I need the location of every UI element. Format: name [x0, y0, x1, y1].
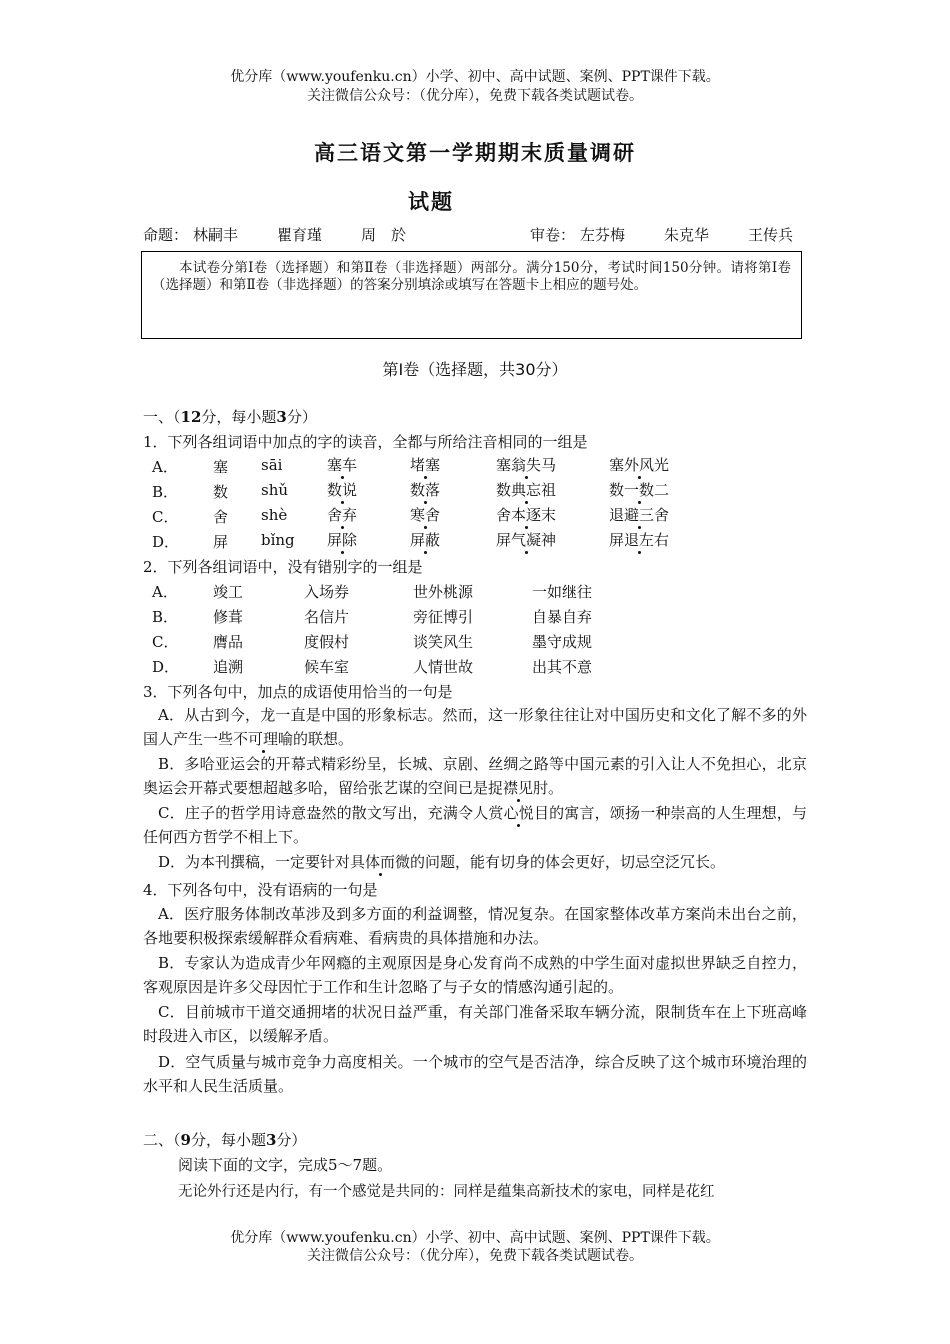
q1-c-word-3: 舍本逐末	[496, 506, 557, 524]
q2-a-word-3: 世外桃源	[413, 583, 474, 601]
q3-stem: 3．下列各句中，加点的成语使用恰当的一句是	[143, 683, 453, 701]
notice-text: 本试卷分第Ⅰ卷（选择题）和第Ⅱ卷（非选择题）两部分。满分150分，考试时间150分钟。请将第Ⅰ卷（选择题）和第Ⅱ卷（非选择题）的答案分别填涂或填写在答题卡上相应的题号处。	[152, 260, 791, 293]
q3-option-a: A．从古到今，龙一直是中国的形象标志。然而，这一形象往往让对中国历史和文化了解不多的外国人产生一些不可理喻的联想。	[143, 706, 807, 748]
q2-c-label: C．	[152, 633, 179, 651]
setter-2: 瞿育瑾	[277, 226, 323, 244]
q2-a-label: A．	[152, 583, 178, 601]
q2-c-word-3: 谈笑风生	[413, 633, 474, 651]
q2-d-word-4: 出其不意	[532, 658, 593, 676]
q1-d-label: D．	[152, 533, 180, 551]
q2-c-word-1: 膺品	[213, 633, 244, 651]
reviewer-3: 王传兵	[748, 226, 794, 244]
q2-d-word-1: 追溯	[213, 658, 244, 676]
q1-c-word-2: 寒舍	[410, 506, 441, 524]
q1-b-word-3: 数典忘祖	[496, 481, 557, 499]
q1-a-word-4: 塞外风光	[609, 456, 670, 474]
q2-b-word-1: 修葺	[213, 608, 244, 626]
q1-c-label: C．	[152, 508, 179, 526]
q2-stem: 2．下列各组词语中，没有错别字的一组是	[143, 558, 423, 576]
reviewer-1: 左芬梅	[580, 226, 626, 244]
header-line-2: 关注微信公众号：（优分库），免费下载各类试题试卷。	[307, 88, 643, 104]
q1-a-label: A．	[152, 458, 178, 476]
reading-passage-start: 无论外行还是内行，有一个感觉是共同的：同样是蕴集高新技术的家电，同样是花红	[178, 1184, 715, 1200]
q4-option-a: A．医疗服务体制改革涉及到多方面的利益调整，情况复杂。在国家整体改革方案尚未出台之前，各地要积极探索缓解群众看病难、看病贵的具体措施和办法。	[143, 905, 807, 947]
reviewer-2: 朱克华	[664, 226, 710, 244]
q1-b-pinyin: shǔ	[261, 481, 289, 499]
q2-b-word-4: 自暴自弃	[532, 608, 593, 626]
page-title: 高三语文第一学期期末质量调研	[314, 140, 636, 165]
reading-intro: 阅读下面的文字，完成5～7题。	[178, 1156, 393, 1174]
part-1-header: 一、（12分，每小题3分）	[143, 408, 317, 426]
q1-a-char: 塞	[213, 458, 229, 476]
q2-d-word-3: 人情世故	[413, 658, 474, 676]
q2-a-word-2: 入场券	[304, 583, 350, 601]
q3-option-d: D．为本刊撰稿，一定要针对具体而微的问题，能有切身的体会更好，切忌空泛冗长。	[158, 853, 726, 871]
q2-b-word-3: 旁征博引	[413, 608, 474, 626]
q1-d-word-1: 屏除	[327, 531, 358, 549]
q1-a-word-2: 堵塞	[410, 456, 441, 474]
q1-c-char: 舍	[213, 508, 229, 526]
q3-option-c: C．庄子的哲学用诗意盎然的散文写出，充满令人赏心悦目的寓言，颂扬一种崇高的人生理想，与任何西方哲学不相上下。	[143, 804, 807, 846]
q1-a-word-3: 塞翁失马	[496, 456, 557, 474]
q1-c-pinyin: shè	[261, 506, 288, 524]
q1-a-word-1: 塞车	[327, 456, 358, 474]
q4-option-b: B．专家认为造成青少年网瘾的主观原因是身心发育尚不成熟的中学生面对虚拟世界缺乏自控力，客观原因是许多父母因忙于工作和生计忽略了与子女的情感沟通引起的。	[143, 954, 807, 996]
setter-1: 林嗣丰	[193, 226, 239, 244]
footer-line-1: 优分库（www.youfenku.cn）小学、初中、高中试题、案例、PPT课件下载。	[230, 1230, 720, 1246]
setter-3: 周 於	[361, 226, 407, 244]
q2-d-word-2: 候车室	[304, 658, 350, 676]
setter-label: 命题：	[143, 226, 189, 244]
q3-option-b: B．多哈亚运会的开幕式精彩纷呈，长城、京剧、丝绸之路等中国元素的引入让人不免担心，北京奥运会开幕式要想超越多哈，留给张艺谋的空间已是捉襟见肘。	[143, 755, 807, 797]
q4-option-d: D．空气质量与城市竞争力高度相关。一个城市的空气是否洁净，综合反映了这个城市环境治理的水平和人民生活质量。	[143, 1053, 807, 1095]
q4-stem: 4．下列各句中，没有语病的一句是	[143, 881, 378, 899]
q1-c-word-1: 舍弃	[327, 506, 358, 524]
section-1-title: 第Ⅰ卷（选择题，共30分）	[382, 360, 568, 379]
q2-b-label: B．	[152, 608, 179, 626]
part-2-header: 二、（9分，每小题3分）	[143, 1131, 307, 1149]
q1-b-word-2: 数落	[410, 481, 441, 499]
footer-line-2: 关注微信公众号：（优分库），免费下载各类试题试卷。	[307, 1248, 643, 1264]
q1-a-pinyin: sāi	[261, 456, 283, 474]
q1-d-word-2: 屏蔽	[410, 531, 441, 549]
q1-stem: 1．下列各组词语中加点的字的读音，全都与所给注音相同的一组是	[143, 433, 588, 451]
q1-b-word-1: 数说	[327, 481, 358, 499]
q1-b-word-4: 数一数二	[609, 481, 670, 499]
q1-d-word-4: 屏退左右	[609, 531, 670, 549]
header-line-1: 优分库（www.youfenku.cn）小学、初中、高中试题、案例、PPT课件下载。	[230, 69, 720, 85]
q2-b-word-2: 名信片	[304, 608, 350, 626]
q2-a-word-1: 竣工	[213, 583, 244, 601]
q4-option-c: C．目前城市干道交通拥堵的状况日益严重，有关部门准备采取车辆分流，限制货车在上下班高峰时段进入市区，以缓解矛盾。	[143, 1003, 807, 1045]
q2-c-word-4: 墨守成规	[532, 633, 593, 651]
q1-b-char: 数	[213, 483, 229, 501]
q2-c-word-2: 度假村	[304, 633, 350, 651]
q1-b-label: B．	[152, 483, 179, 501]
reviewer-label: 审卷：	[530, 226, 576, 244]
page-subtitle: 试题	[408, 189, 454, 214]
q2-a-word-4: 一如继往	[532, 583, 593, 601]
q1-d-char: 屏	[213, 533, 229, 551]
q1-c-word-4: 退避三舍	[609, 506, 670, 524]
q2-d-label: D．	[152, 658, 180, 676]
q1-d-word-3: 屏气凝神	[496, 531, 557, 549]
q1-d-pinyin: bǐng	[261, 531, 295, 549]
notice-box	[141, 251, 802, 339]
